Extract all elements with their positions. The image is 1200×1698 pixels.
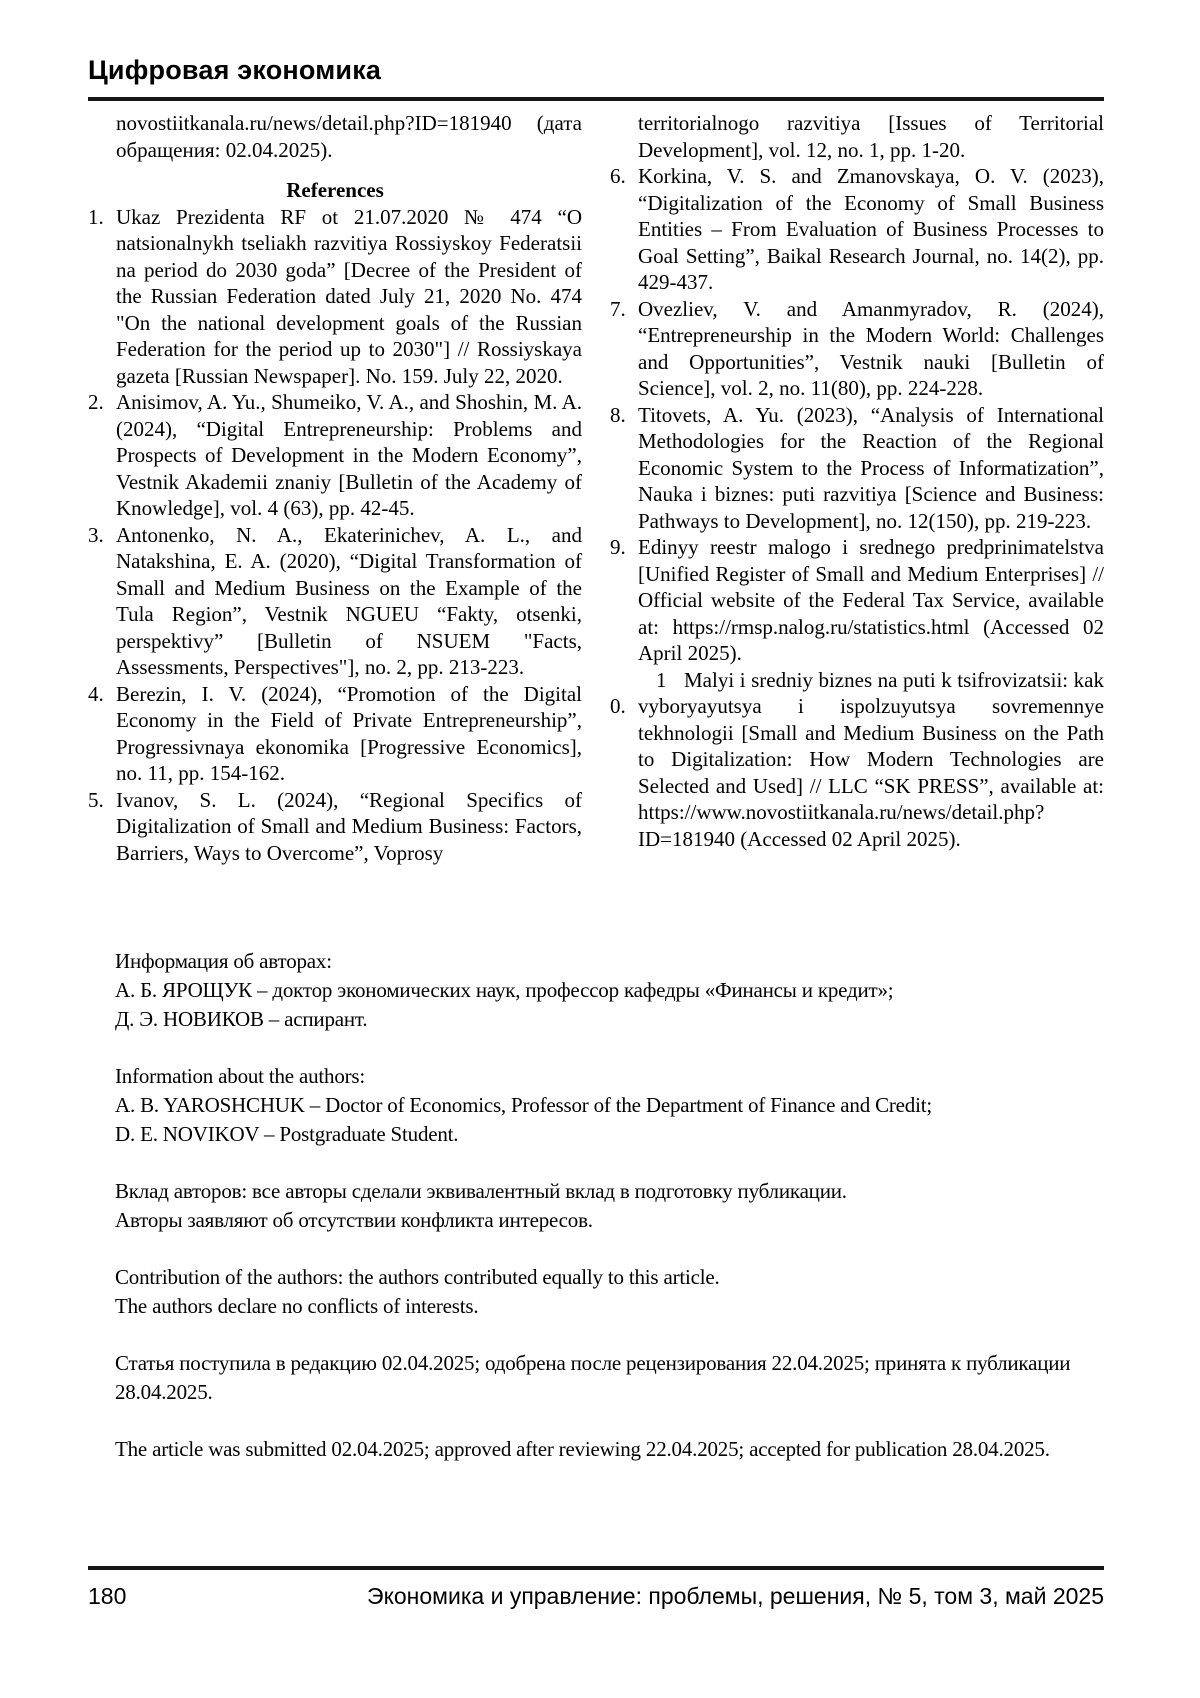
reference-item-7 (610, 296, 1104, 402)
reference-number: 7. (610, 296, 626, 321)
reference-text: Ovezliev, V. and Amanmyradov, R. (2024), “Entrepreneurship in the Modern World: Challenges and Opportunities”, Vestnik nauki [Bulletin of Science], vol. 2, no. 11(80), pp. 224-228. (638, 296, 1104, 400)
article-dates-ru: Статья поступила в редакцию 02.04.2025; одобрена после рецензирования 22.04.2025; принята к публикации 28.04.2025. (115, 1351, 1071, 1404)
contribution-ru (115, 1177, 1115, 1235)
page-number: 180 (88, 1583, 127, 1609)
reference-number: 10. (610, 667, 667, 718)
reference-item-8 (610, 402, 1104, 535)
reference-number: 1. (88, 204, 104, 229)
reference-item-10 (610, 667, 1104, 853)
reference-text: Edinyy reestr malogo i srednego predprinimatelstva [Unified Register of Small and Medium Enterprises] // Official website of the Federal Tax Service, available at: https://rmsp.nalog.ru/statistics.html (Accessed 02 April 2025). (638, 535, 1104, 665)
reference-text: Titovets, A. Yu. (2023), “Analysis of International Methodologies for the Reaction of the Regional Economic System to the Process of Informatization”, Nauka i biznes: puti razvitiya [Science and Business: Pathways to Development], no. 12(150), pp. 219-223. (638, 402, 1104, 533)
footer-row (88, 1582, 1104, 1610)
references-left-column (88, 110, 582, 866)
reference-number: 4. (88, 681, 104, 706)
header-rule (88, 97, 1104, 101)
page-header (88, 54, 1104, 101)
reference-item-5 (88, 787, 582, 867)
contribution-line: The authors declare no conflicts of interests. (115, 1294, 479, 1318)
footer-rule (88, 1566, 1104, 1570)
contribution-line: Авторы заявляют об отсутствии конфликта интересов. (115, 1208, 593, 1232)
page-footer (88, 1566, 1104, 1610)
contribution-en (115, 1263, 1115, 1321)
reference-text: Berezin, I. V. (2024), “Promotion of the Digital Economy in the Field of Private Entrepreneurship”, Progressivnaya ekonomika [Progressive Economics], no. 11, pp. 154-162. (116, 681, 582, 785)
reference-continuation (88, 110, 582, 163)
back-matter (115, 947, 1115, 1492)
reference-number: 5. (88, 787, 104, 812)
authors-info-en (115, 1062, 1115, 1149)
authors-info-ru (115, 947, 1115, 1034)
running-head: Цифровая экономика (88, 55, 382, 85)
author-line: D. E. NOVIKOV – Postgraduate Student. (115, 1122, 459, 1146)
reference-text: novostiitkanala.ru/news/detail.php?ID=181940 (дата обращения: 02.04.2025). (116, 111, 582, 162)
reference-text: Ivanov, S. L. (2024), “Regional Specifics of Digitalization of Small and Medium Business: Factors, Barriers, Ways to Overcome”, Voprosy (116, 787, 582, 865)
reference-item-3 (88, 522, 582, 681)
contribution-line: Contribution of the authors: the authors contributed equally to this article. (115, 1265, 720, 1289)
article-dates-en: The article was submitted 02.04.2025; approved after reviewing 22.04.2025; accepted for publication 28.04.2025. (115, 1437, 1050, 1461)
reference-item-2 (88, 389, 582, 522)
contribution-line: Вклад авторов: все авторы сделали эквивалентный вклад в подготовку публикации. (115, 1179, 847, 1203)
reference-text: Anisimov, A. Yu., Shumeiko, V. A., and Shoshin, M. A. (2024), “Digital Entrepreneurship: Problems and Prospects of Development in the Modern Economy”, Vestnik Akademii znaniy [Bulletin of the Academy of Knowledge], vol. 4 (63), pp. 42-45. (116, 390, 582, 520)
reference-number: 2. (88, 390, 104, 414)
reference-item-4 (88, 681, 582, 787)
reference-text: territorialnogo razvitiya [Issues of Territorial Development], vol. 12, no. 1, pp. 1-20. (638, 111, 1104, 162)
reference-text: Korkina, V. S. and Zmanovskaya, O. V. (2023), “Digitalization of the Economy of Small Business Entities – From Evaluation of Business Processes to Goal Setting”, Baikal Research Journal, no. 14(2), pp. 429-437. (638, 164, 1104, 294)
reference-item-5-continuation (610, 110, 1104, 163)
authors-info-en-heading: Information about the authors: (115, 1064, 366, 1088)
reference-number: 6. (610, 164, 626, 188)
journal-title: Экономика и управление: проблемы, решения, № 5, том 3, май 2025 (367, 1583, 1104, 1609)
reference-number: 3. (88, 522, 104, 547)
authors-info-ru-heading: Информация об авторах: (115, 949, 332, 973)
author-line: А. Б. ЯРОЩУК – доктор экономических наук, профессор кафедры «Финансы и кредит»; (115, 978, 894, 1002)
reference-item-9 (610, 534, 1104, 667)
reference-text: Ukaz Prezidenta RF ot 21.07.2020 № 474 “O natsionalnykh tseliakh razvitiya Rossiyskoy Federatsii na period do 2030 goda” [Decree of the President of the Russian Federation dated July 21, 2020 No. 474 "On the national development goals of the Russian Federation for the period up to 2030"] // Rossiyskaya gazeta [Russian Newspaper]. No. 159. July 22, 2020. (116, 204, 582, 388)
reference-item-6 (610, 163, 1104, 296)
reference-number: 9. (610, 535, 626, 559)
references-columns (88, 110, 1104, 866)
author-line: Д. Э. НОВИКОВ – аспирант. (115, 1007, 368, 1031)
reference-number: 8. (610, 402, 626, 427)
author-line: A. B. YAROSHCHUK – Doctor of Economics, Professor of the Department of Finance and Credit; (115, 1093, 932, 1117)
references-heading: References (286, 178, 384, 202)
reference-text: Antonenko, N. A., Ekaterinichev, A. L., and Natakshina, E. A. (2020), “Digital Transformation of Small and Medium Business on the Example of the Tula Region”, Vestnik NGUEU “Fakty, otsenki, perspektivy” [Bulletin of NSUEM "Facts, Assessments, Perspectives"], no. 2, pp. 213-223. (116, 522, 582, 679)
reference-text: Malyi i sredniy biznes na puti k tsifrovizatsii: kak vyboryayutsya i ispolzuyutsya sovremennye tekhnologii [Small and Medium Business on the Path to Digitalization: How Modern Technologies are Selected and Used] // LLC “SK PRESS”, available at: https://www.novostiitkanala.ru/news/detail.php?ID=181940 (Accessed 02 April 2025). (638, 667, 1104, 851)
references-right-column (610, 110, 1104, 866)
reference-item-1 (88, 204, 582, 390)
